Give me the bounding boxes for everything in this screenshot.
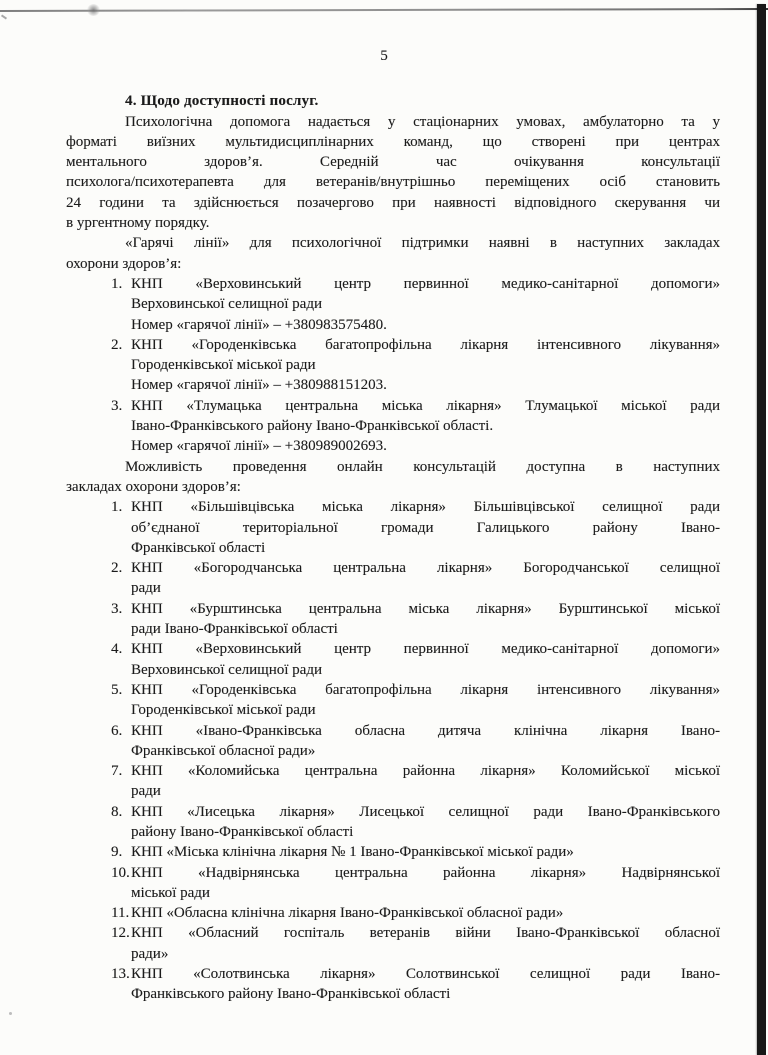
- document-body: [66, 0, 720, 1005]
- text-line: ради: [131, 580, 161, 597]
- list-item-number: 5.: [111, 681, 123, 698]
- list-item-number: 12.: [111, 925, 130, 942]
- text-line: КНП «Верховинський центр первинної медико-санітарної допомоги»: [131, 641, 720, 658]
- text-line: КНП «Солотвинська лікарня» Солотвинської селищної ради Івано-: [131, 966, 720, 983]
- text-line: КНП «Богородчанська центральна лікарня» Богородчанської селищної: [131, 560, 720, 577]
- list-item-number: 1.: [111, 275, 123, 292]
- list-item: [66, 923, 720, 964]
- list-item-number: 2.: [111, 336, 123, 353]
- text-line: КНП «Городенківська багатопрофільна лікарня інтенсивного лікування»: [131, 336, 720, 353]
- page-number: 5: [380, 48, 388, 64]
- list-item: [66, 396, 720, 457]
- list-item-number: 3.: [111, 397, 123, 414]
- text-line: ради: [131, 783, 161, 800]
- scan-edge-bar-right: [757, 4, 766, 1055]
- text-line: «Гарячі лінії» для психологічної підтримки наявні в наступних закладах: [125, 235, 720, 252]
- list-item-number: 4.: [111, 641, 123, 658]
- text-line: ради»: [131, 945, 169, 962]
- text-line: КНП «Обласний госпіталь ветеранів війни Івано-Франківської обласної: [131, 925, 720, 942]
- text-line: Можливість проведення онлайн консультацій доступна в наступних: [125, 458, 720, 475]
- text-line: міської ради: [131, 884, 210, 901]
- list-item-number: 7.: [111, 763, 123, 780]
- text-line: Верховинської селищної ради: [131, 661, 322, 678]
- scan-speck: [1, 14, 7, 19]
- list-item: [66, 802, 720, 843]
- text-line: району Івано-Франківської області: [131, 823, 354, 840]
- list-item: [66, 863, 720, 904]
- list-item: [66, 842, 720, 862]
- list-item: [66, 761, 720, 802]
- text-line: КНП «Бурштинська центральна міська лікарня» Бурштинської міської: [131, 600, 720, 617]
- text-line: Городенківської міської ради: [131, 702, 316, 719]
- text-line: форматі виїзних мультидисциплінарних команд, що створені при центрах: [66, 133, 720, 150]
- text-line: КНП «Коломийська центральна районна лікарня» Коломийської міської: [131, 763, 720, 780]
- hotline-number: Номер «гарячої лінії» – +380989002693.: [131, 438, 387, 455]
- list-item: [66, 721, 720, 762]
- text-line: КНП «Надвірнянська центральна районна лікарня» Надвірнянської: [131, 864, 720, 881]
- text-line: в ургентному порядку.: [66, 215, 210, 232]
- text-line: Городенківської міської ради: [131, 357, 316, 374]
- text-line: КНП «Обласна клінічна лікарня Івано-Франківської обласної ради»: [131, 905, 564, 922]
- text-line: ментального здоров’я. Середній час очікування консультації: [66, 154, 720, 171]
- list-item-number: 9.: [111, 844, 123, 861]
- text-line: КНП «Лисецька лікарня» Лисецької селищної ради Івано-Франківського: [131, 803, 720, 820]
- list-item-number: 3.: [111, 600, 123, 617]
- list-item-number: 6.: [111, 722, 123, 739]
- list-item-number: 1.: [111, 499, 123, 516]
- text-line: Франківської області: [131, 539, 266, 556]
- text-line: закладах охорони здоров’я:: [66, 478, 241, 495]
- list-item: [66, 964, 720, 1005]
- list-item: [66, 903, 720, 923]
- text-line: об’єднаної територіальної громади Галицького району Івано-: [131, 519, 720, 536]
- list-item: [66, 639, 720, 680]
- scan-speck: [9, 1012, 12, 1015]
- text-line: Психологічна допомога надається у стаціонарних умовах, амбулаторно та у: [125, 113, 720, 130]
- list-item: [66, 335, 720, 396]
- text-line: КНП «Більшівцівська міська лікарня» Більшівцівської селищної ради: [131, 499, 720, 516]
- list-item: [66, 558, 720, 599]
- hotline-number: Номер «гарячої лінії» – +380988151203.: [131, 377, 387, 394]
- text-line: КНП «Верховинський центр первинної медико-санітарної допомоги»: [131, 275, 720, 292]
- text-line: КНП «Івано-Франківська обласна дитяча клінічна лікарня Івано-: [131, 722, 720, 739]
- list-item: [66, 497, 720, 558]
- text-line: Франківської обласної ради»: [131, 742, 316, 759]
- text-line: КНП «Міська клінічна лікарня № 1 Івано-Франківської міської ради»: [131, 844, 574, 861]
- list-item: [66, 599, 720, 640]
- text-line: Верховинської селищної ради: [131, 296, 322, 313]
- list-item-number: 8.: [111, 803, 123, 820]
- list-item: [66, 274, 720, 335]
- list-item-number: 2.: [111, 560, 123, 577]
- hotline-number: Номер «гарячої лінії» – +380983575480.: [131, 316, 387, 333]
- text-line: 24 години та здійснюється позачергово при наявності відповідного скерування чи: [66, 194, 720, 211]
- text-line: Івано-Франківського району Івано-Франківської області.: [131, 418, 494, 435]
- text-line: КНП «Городенківська багатопрофільна лікарня інтенсивного лікування»: [131, 681, 720, 698]
- list-item-number: 13.: [111, 966, 130, 983]
- list-item-number: 11.: [111, 905, 130, 922]
- text-line: КНП «Тлумацька центральна міська лікарня» Тлумацької міської ради: [131, 397, 720, 414]
- list-item: [66, 680, 720, 721]
- section-heading: 4. Щодо доступності послуг.: [125, 93, 319, 110]
- text-line: Франківського району Івано-Франківської області: [131, 986, 451, 1003]
- text-line: психолога/психотерапевта для ветеранів/внутрішньо переміщених осіб становить: [66, 174, 720, 191]
- list-item-number: 10.: [111, 864, 130, 881]
- text-line: ради Івано-Франківської області: [131, 621, 338, 638]
- text-line: охорони здоров’я:: [66, 255, 182, 272]
